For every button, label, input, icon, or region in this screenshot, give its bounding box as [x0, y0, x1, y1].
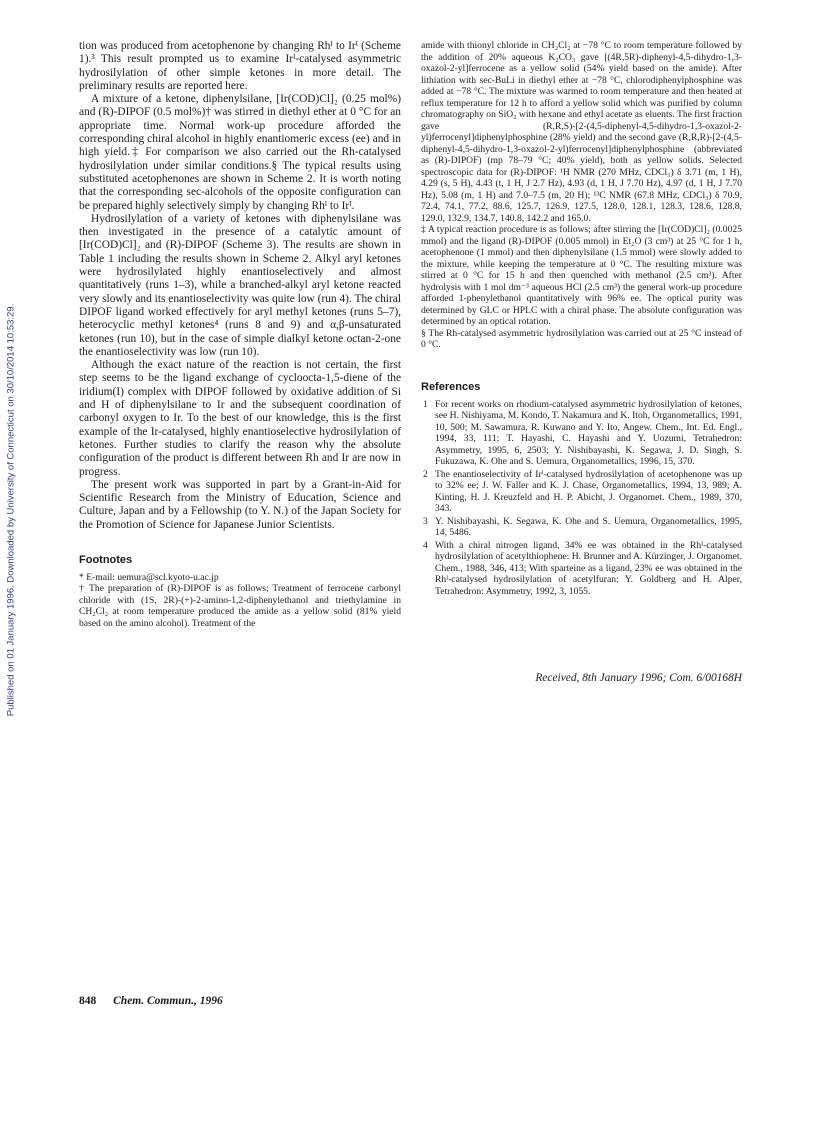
- page-number: 848: [79, 995, 97, 1007]
- received-line: Received, 8th January 1996; Com. 6/00168H: [535, 672, 742, 684]
- body-paragraph: Hydrosilylation of a variety of ketones with diphenylsilane was then investigated in the presence of a catalytic amount of [Ir(COD)Cl]₂ and (R)-DIPOF (Scheme 3). The results are shown in Table 1 including the results shown in Scheme 2. Alkyl aryl ketones were hydrosilylated highly enantioselectively and almost quantitatively (runs 1–3), while a branched-alkyl aryl ketone reacted very slowly and its enantioselectivity was quite low (run 4). The chiral DIPOF ligand worked effectively for aryl methyl ketones (runs 5–7), heterocyclic methyl ketones⁴ (runs 8 and 9) and α,β-unsaturated ketones (run 10), but in the case of simple dialkyl ketone octan-2-one the enantioselectivity was low (run 10).: [79, 212, 401, 358]
- reference-number: 2: [423, 468, 428, 480]
- footnote-section: § The Rh-catalysed asymmetric hydrosilylation was carried out at 25 °C instead of 0 °C.: [421, 327, 742, 350]
- right-column: [421, 40, 742, 598]
- reference-item: [421, 469, 742, 515]
- reference-text: For recent works on rhodium-catalysed asymmetric hydrosilylation of ketones, see H. Nishiyama, M. Kondo, T. Nakamura and K. Itoh, Organometallics, 1991, 10, 500; M. Sawamura, R. Kuwano and Y. Ito, Angew. Chem., Int. Ed. Engl., 1994, 33, 111; T. Hayashi, C. Hayashi and Y. Uozumi, Tetrahedron: Asymmetry, 1995, 6, 2503; Y. Nishibayashi, K. Segawa, J. D. Singh, S. Fukuzawa, K. Ohe and S. Uemura, Organometallics, 1996, 15, 370.: [435, 398, 742, 467]
- acknowledgement-paragraph: The present work was supported in part by a Grant-in-Aid for Scientific Research from the Ministry of Education, Science and Culture, Japan and by a Fellowship (to Y. N.) of the Japan Society for the Promotion of Science for Japanese Junior Scientists.: [79, 478, 401, 531]
- reference-item: [421, 399, 742, 468]
- download-watermark-text: Published on 01 January 1996. Downloaded by University of Connecticut on 30/10/2014 10:53:29.: [5, 303, 17, 717]
- body-paragraph: Although the exact nature of the reaction is not certain, the first step seems to be the ligand exchange of cycloocta-1,5-diene of the iridium(I) complex with DIPOF followed by oxidative addition of Si and H of diphenylsilane to Ir and the subsequent coordination of carbonyl oxygen to Ir. To the best of our knowledge, this is the first example of the Ir-catalysed, highly enantioselective hydrosilylation of ketones. Further studies to clarify the reason why the absolute configuration of the product is different between Rh and Ir are now in progress.: [79, 359, 401, 478]
- journal-name: Chem. Commun., 1996: [113, 995, 223, 1007]
- footnote-dagger: † The preparation of (R)-DIPOF is as follows; Treatment of ferrocene carbonyl chloride with (1S, 2R)-(+)-2-amino-1,2-diphenylethanol and triethylamine in CH₂Cl₂ at room temperature produced the amide as a yellow solid (81% yield based on the amino alcohol). Treatment of the: [79, 583, 401, 629]
- reference-number: 3: [423, 515, 428, 527]
- download-watermark: [2, 215, 20, 805]
- footnote-continuation: amide with thionyl chloride in CH₂Cl₂ at −78 °C to room temperature followed by the addition of 20% aqueous K₂CO₃ gave [(4R,5R)-diphenyl-4,5-dihydro-1,3-oxazol-2-yl]ferrocene as a yellow solid (54% yield based on the amide). After lithiation with sec-BuLi in diethyl ether at −78 °C, chlorodiphenylphosphine was added at −78 °C. The mixture was warmed to room temperature and then heated at reflux temperature for 12 h to afford a yellow solid which was purified by column chromatography on SiO₂ with hexane and ethyl acetate as eluents. The first fraction gave (R,R,S)-[2-(4,5-diphenyl-4,5-dihydro-1,3-oxazol-2-yl)ferrocenyl]diphenylphosphine (28% yield) and the second gave (R,R,R)-[2-(4,5-diphenyl-4,5-dihydro-1,3-oxazol-2-yl)ferrocenyl]diphenylphosphine (abbreviated as (R)-DIPOF) (mp 78–79 °C; 40% yield), both as yellow solids. Selected spectroscopic data for (R)-DIPOF: ¹H NMR (270 MHz, CDCl₃) δ 3.71 (m, 1 H), 4.29 (s, 5 H), 4.43 (t, 1 H, J 2.7 Hz), 4.93 (d, 1 H, J 7.70 Hz), 4.97 (d, 1 H, J 7.70 Hz), 5.08 (m, 1 H) and 7.0–7.5 (m, 20 H); ¹³C NMR (67.8 MHz, CDCl₃) δ 70.9, 72.4, 74.1, 77.2, 88.6, 125.7, 126.9, 127.5, 128.0, 128.1, 128.3, 128.6, 128.8, 129.0, 132.9, 134.7, 140.8, 142.2 and 165.0.: [421, 40, 742, 224]
- footnotes-heading: Footnotes: [79, 553, 133, 566]
- reference-text: The enantioselectivity of Irᴵ-catalysed hydrosilylation of acetophenone was up to 32% ee; J. W. Faller and K. J. Chase, Organometallics, 1994, 13, 989; A. Kinting, H. J. Kreuzfeld and H. P. Abicht, J. Organomet. Chem., 1989, 370, 343.: [435, 468, 742, 514]
- reference-number: 4: [423, 539, 428, 551]
- page-footer: [79, 995, 223, 1007]
- footnote-email: * E-mail: uemura@scl.kyoto-u.ac.jp: [79, 571, 219, 583]
- reference-item: [421, 540, 742, 598]
- reference-list: [421, 399, 742, 598]
- left-column: [79, 40, 401, 629]
- reference-text: With a chiral nitrogen ligand, 34% ee was obtained in the Rhᴵ-catalysed hydrosilylation of acetylthiophene: H. Brunner and A. Kürzinger, J. Organomet. Chem., 1988, 346, 413; With sparteine as a ligand, 23% ee was obtained in the Rhᴵ-catalysed hydrosilylation of acetylfuran: Y. Goldberg and H. Alper, Tetrahedron: Asymmetry, 1992, 3, 1055.: [435, 539, 742, 597]
- body-paragraph: tion was produced from acetophenone by changing Rhᴵ to Irᴵ (Scheme 1).³ This result prompted us to examine Irᴵ-catalysed asymmetric hydrosilylation of other simple ketones in more detail. The preliminary results are reported here.: [79, 40, 401, 92]
- reference-number: 1: [423, 398, 428, 410]
- body-paragraph: A mixture of a ketone, diphenylsilane, [Ir(COD)Cl]₂ (0.25 mol%) and (R)-DIPOF (0.5 mol%)† was stirred in diethyl ether at 0 °C for an appropriate time. Normal work-up procedure afforded the corresponding chiral alcohol in highly enantiomeric excess (ee) and in high yield.‡ For comparison we also carried out the Rh-catalysed hydrosilylation under similar conditions.§ The typical results using substituted acetophenones are shown in Scheme 2. It is worth noting that the corresponding sec-alcohols of the opposite configuration can be prepared highly selectively simply by changing Rhᴵ to Irᴵ.: [79, 93, 401, 212]
- references-heading: References: [421, 380, 481, 393]
- reference-item: [421, 516, 742, 539]
- reference-text: Y. Nishibayashi, K. Segawa, K. Ohe and S. Uemura, Organometallics, 1995, 14, 5486.: [435, 515, 742, 538]
- footnote-double-dagger: ‡ A typical reaction procedure is as follows; after stirring the [Ir(COD)Cl]₂ (0.0025 mmol) and the ligand (R)-DIPOF (0.005 mmol) in Et₂O (3 cm³) at 25 °C for 1 h, acetophenone (1 mmol) and then diphenylsilane (1.5 mmol) were slowly added to the mixture, while keeping the temperature at 0 °C. The resulting mixture was stirred at 0 °C for 15 h and then quenched with methanol (2.5 cm³). After hydrolysis with 1 mol dm⁻³ aqueous HCl (2.5 cm³) the general work-up procedure afforded 1-phenylethanol quantitatively with 96% ee. The optical purity was determined by GLC or HPLC with a chiral phase. The absolute configuration was determined by an optical rotation.: [421, 224, 742, 327]
